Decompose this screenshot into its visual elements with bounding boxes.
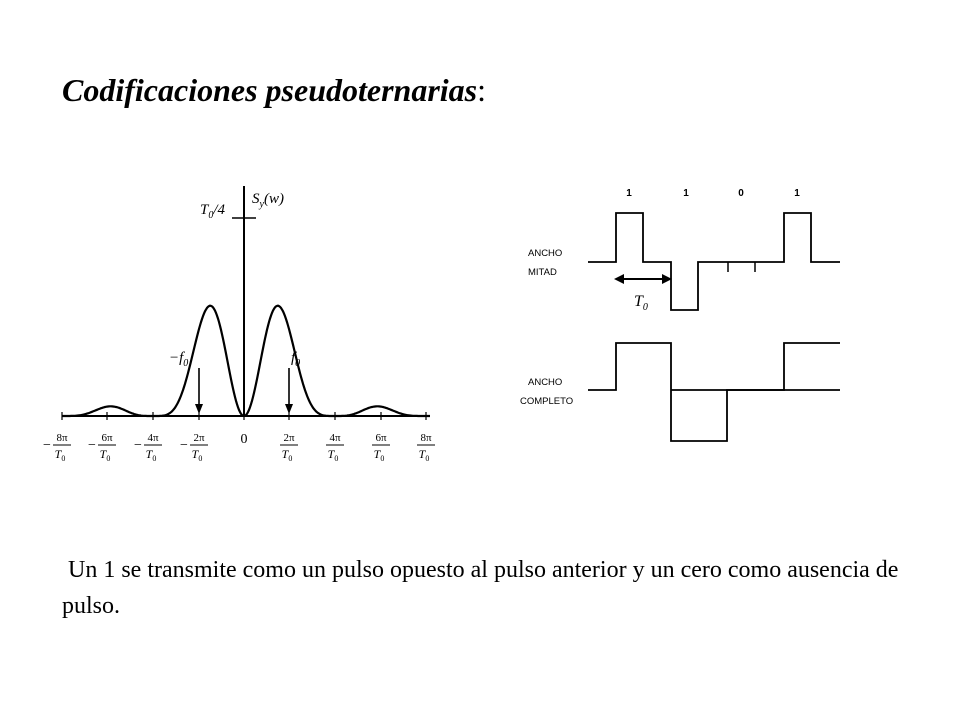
tick-sign: − — [134, 438, 142, 453]
tick-denominator: $T_0$ — [373, 447, 385, 463]
full-width-waveform — [588, 343, 840, 441]
tick-denominator: $T_0$ — [54, 447, 66, 463]
title-colon: : — [477, 72, 487, 108]
tick-numerator: 2π — [193, 432, 205, 444]
y-axis-label: $S_y(w)$ — [252, 191, 284, 210]
tick-denominator: $T_0$ — [99, 447, 111, 463]
tick-label: 0 — [240, 432, 248, 447]
tick-numerator: 8π — [56, 432, 68, 444]
half-width-waveform — [588, 213, 840, 310]
tick-denominator: $T_0$ — [327, 447, 339, 463]
half-width-label-2: MITAD — [528, 267, 557, 278]
tick-numerator: 8π — [420, 432, 432, 444]
period-label: $T_0$ — [634, 293, 648, 313]
slide-body-text — [62, 552, 902, 624]
full-width-label-2: COMPLETO — [520, 396, 574, 407]
tick-sign: − — [43, 438, 51, 453]
body-text: Un 1 se transmite como un pulso opuesto al pulso anterior y un cero como ausencia de pulso. — [62, 557, 899, 619]
marker-left-label: $-f_0$ — [169, 350, 189, 369]
bit-labels — [626, 188, 800, 199]
tick-denominator: $T_0$ — [191, 447, 203, 463]
tick-denominator: $T_0$ — [418, 447, 430, 463]
full-width-label-1: ANCHO — [528, 377, 563, 388]
tick-denominator: $T_0$ — [145, 447, 157, 463]
tick-numerator: 4π — [147, 432, 159, 444]
tick-sign: − — [88, 438, 96, 453]
tick-sign: − — [180, 438, 188, 453]
period-arrow-left-head — [614, 274, 624, 284]
bit-label: 1 — [683, 188, 689, 199]
tick-numerator: 4π — [329, 432, 341, 444]
tick-numerator: 6π — [375, 432, 387, 444]
bit-label: 1 — [794, 188, 800, 199]
tick-denominator: $T_0$ — [281, 447, 293, 463]
title-text: Codificaciones pseudoternarias — [62, 72, 478, 108]
bit-label: 1 — [626, 188, 632, 199]
tick-numerator: 2π — [283, 432, 295, 444]
tick-numerator: 6π — [101, 432, 113, 444]
bit-label: 0 — [738, 188, 744, 199]
half-width-label-1: ANCHO — [528, 248, 563, 259]
peak-label: $T_0/4$ — [200, 202, 226, 221]
marker-right-label: $f_0$ — [291, 350, 301, 369]
